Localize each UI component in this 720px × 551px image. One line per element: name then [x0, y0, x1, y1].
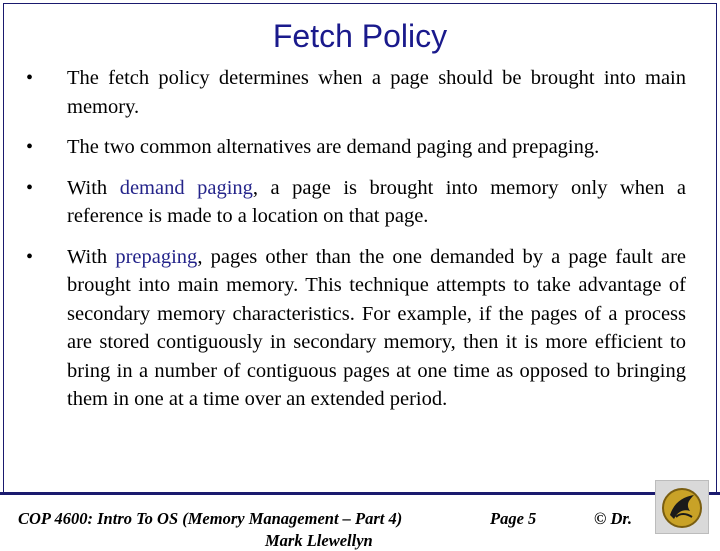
term-demand-paging: demand paging — [119, 176, 253, 199]
slide-title: Fetch Policy — [272, 18, 448, 54]
footer-author-name: Mark Llewellyn — [265, 531, 373, 550]
bullet-text-part: , pages other than the one demanded by a page fault are brought into main memory. This technique attempts to take advantage of secondary memory characteristics. For example, if the pages of a process are stored contiguously in secondary memory, then it is more efficient to bring in a number of contiguous pages at one time as opposed to bringing them in one at a time over an extended period. — [67, 245, 686, 410]
bullet-text-part: , a page is brought into memory only when a reference is made to a location on that page. — [67, 176, 686, 227]
bullet-item — [26, 133, 686, 162]
bullet-text-part: The fetch policy determines when a page should be brought into main memory. — [67, 67, 686, 118]
footer-course: COP 4600: Intro To OS (Memory Management – Part 4) — [18, 509, 403, 528]
bullet-text — [67, 133, 686, 162]
bullet-item — [26, 174, 686, 231]
bullet-dot: • — [26, 136, 34, 158]
bullet-text — [67, 243, 686, 414]
slide-footer — [0, 496, 720, 550]
bullet-item — [26, 64, 686, 121]
bullet-text — [67, 174, 686, 231]
ucf-pegasus-logo-icon — [655, 480, 709, 534]
footer-divider — [0, 492, 720, 495]
footer-author: © Dr. — [594, 509, 633, 528]
bullet-text-part: With — [67, 176, 120, 199]
bullet-list — [26, 64, 686, 426]
footer-page-number: Page 5 — [490, 509, 537, 528]
bullet-dot: • — [26, 245, 34, 268]
bullet-text-part: With — [67, 245, 116, 268]
bullet-text-part: The two common alternatives are demand paging and prepaging. — [67, 136, 600, 158]
bullet-item — [26, 243, 686, 414]
term-prepaging: prepaging — [115, 245, 198, 268]
bullet-dot: • — [26, 176, 34, 199]
bullet-dot: • — [26, 67, 34, 89]
bullet-text — [67, 64, 686, 121]
